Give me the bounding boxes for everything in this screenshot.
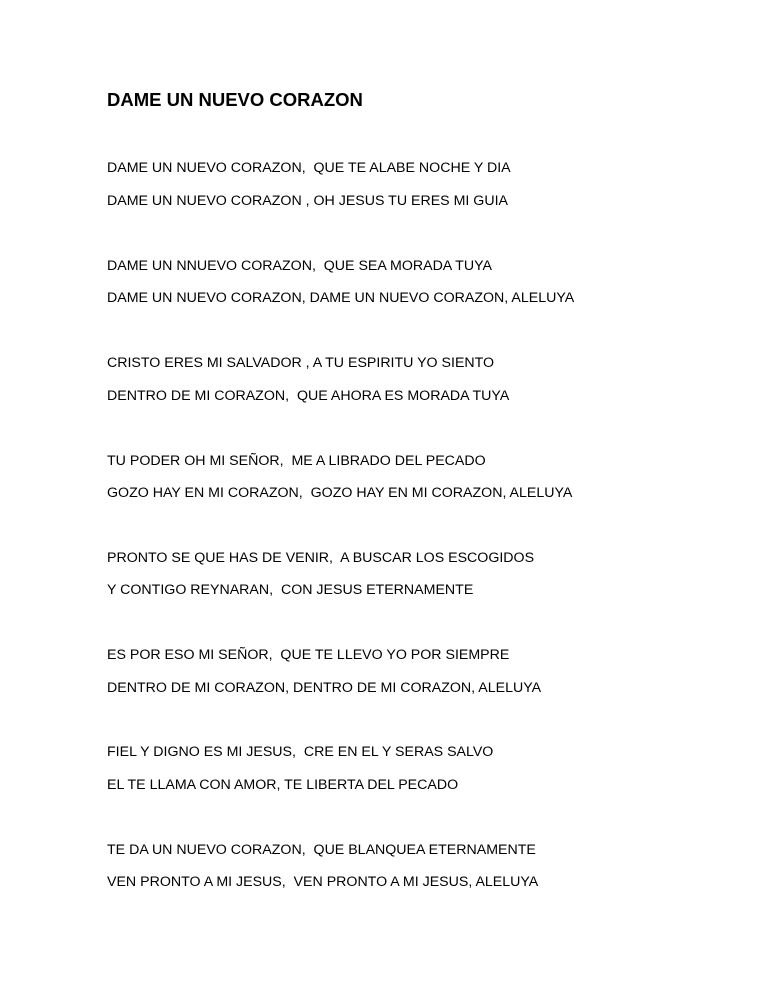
lyric-line: TU PODER OH MI SEÑOR, ME A LIBRADO DEL PECADO [107,452,486,469]
stanza-4 [107,453,572,503]
lyric-line: DAME UN NUEVO CORAZON, DAME UN NUEVO CORAZON, ALELUYA [107,290,575,306]
lyric-line: TE DA UN NUEVO CORAZON, QUE BLANQUEA ETERNAMENTE [107,841,536,858]
lyric-line: DAME UN NUEVO CORAZON, QUE TE ALABE NOCHE Y DIA [107,160,511,176]
lyric-line: DAME UN NNUEVO CORAZON, QUE SEA MORADA TUYA [107,257,492,274]
stanza-5 [107,550,534,600]
lyric-line: EL TE LLAMA CON AMOR, TE LIBERTA DEL PECADO [107,776,459,793]
lyric-line: PRONTO SE QUE HAS DE VENIR, A BUSCAR LOS ESCOGIDOS [107,549,535,566]
lyric-line: Y CONTIGO REYNARAN, CON JESUS ETERNAMENTE [107,582,474,598]
lyric-line: ES POR ESO MI SEÑOR, QUE TE LLEVO YO POR SIEMPRE [107,647,510,663]
lyric-line: DAME UN NUEVO CORAZON , OH JESUS TU ERES MI GUIA [107,192,508,209]
stanza-2 [107,258,574,308]
lyric-line: GOZO HAY EN MI CORAZON, GOZO HAY EN MI CORAZON, ALELUYA [107,485,573,501]
page-title: DAME UN NUEVO CORAZON [107,89,363,110]
stanza-3 [107,355,509,405]
lyric-line: FIEL Y DIGNO ES MI JESUS, CRE EN EL Y SERAS SALVO [107,744,494,760]
lyric-line: DENTRO DE MI CORAZON, QUE AHORA ES MORADA TUYA [107,387,510,404]
lyric-line: VEN PRONTO A MI JESUS, VEN PRONTO A MI JESUS, ALELUYA [107,874,539,890]
stanza-1 [107,160,511,210]
stanza-6 [107,647,541,697]
stanza-7 [107,744,493,794]
lyric-line: DENTRO DE MI CORAZON, DENTRO DE MI CORAZON, ALELUYA [107,679,542,696]
lyric-line: CRISTO ERES MI SALVADOR , A TU ESPIRITU YO SIENTO [107,355,495,371]
stanza-8 [107,842,538,892]
